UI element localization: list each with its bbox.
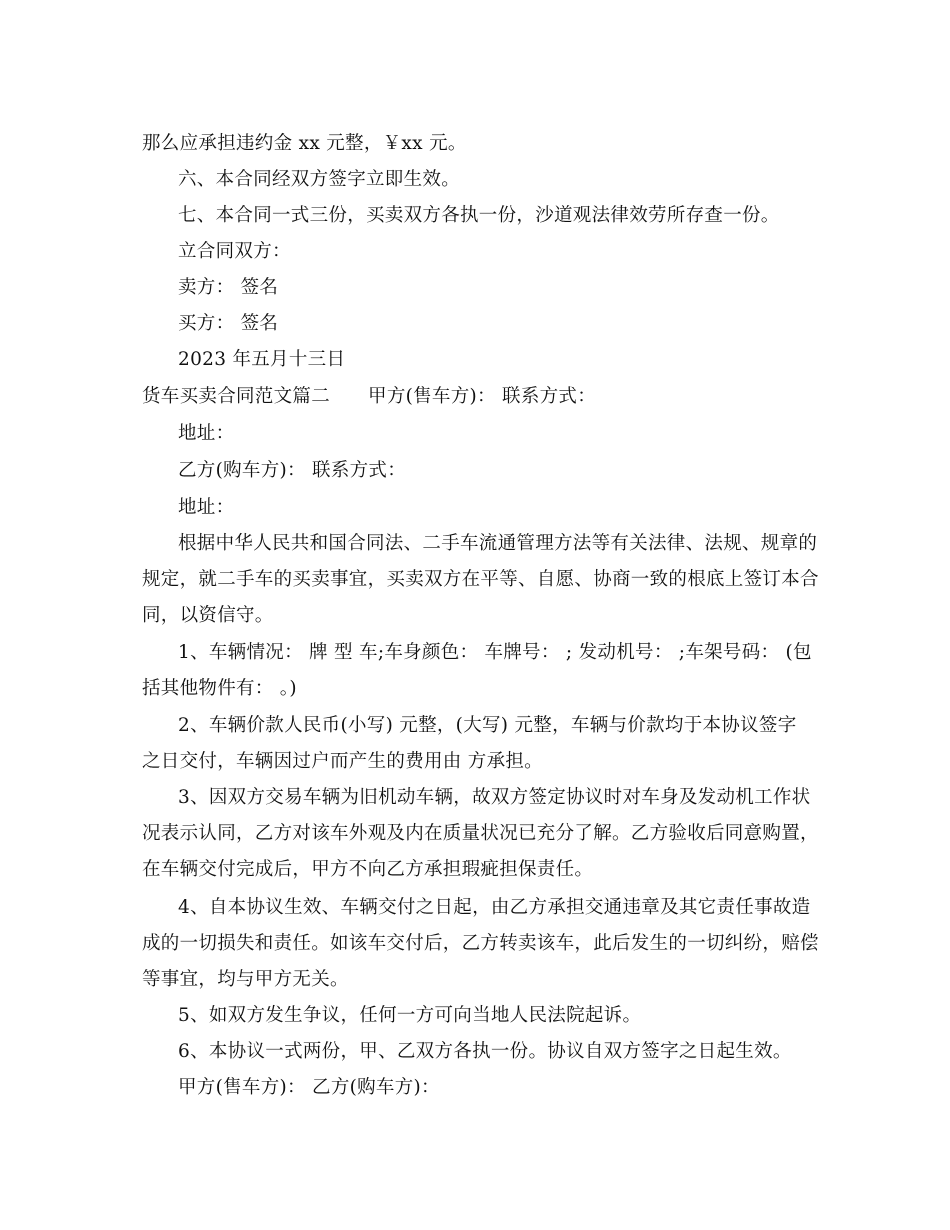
clause-two: 2、车辆价款人民币(小写) 元整，(大写) 元整，车辆与价款均于本协议签字	[178, 715, 797, 736]
paragraph-line: 括其他物件有： 。)	[142, 678, 297, 699]
paragraph-line: 在车辆交付完成后，甲方不向乙方承担瑕疵担保责任。	[142, 859, 594, 880]
section-title: 货车买卖合同范文篇二	[142, 386, 331, 407]
section-heading-line	[142, 385, 822, 409]
paragraph-line: 成的一切损失和责任。如该车交付后，乙方转卖该车，此后发生的一切纠纷，赔偿	[142, 933, 819, 954]
contract-date: 2023 年五月十三日	[178, 349, 346, 370]
party-b-address-label: 地址：	[178, 497, 235, 518]
paragraph-line: 同，以资信守。	[142, 605, 274, 626]
paragraph-line: 规定，就二手车的买卖事宜，买卖双方在平等、自愿、协商一致的根底上签订本合	[142, 569, 819, 590]
clause-three: 3、因双方交易车辆为旧机动车辆，故双方签定协议时对车身及发动机工作状	[178, 787, 811, 808]
signature-block: 甲方(售车方)： 乙方(购车方)：	[178, 1077, 440, 1098]
buyer-signature-line: 买方： 签名	[178, 313, 279, 334]
clause-four: 4、自本协议生效、车辆交付之日起，由乙方承担交通违章及其它责任事故造	[178, 897, 811, 918]
seller-signature-line: 卖方： 签名	[178, 277, 279, 298]
parties-heading: 立合同双方：	[178, 241, 291, 262]
paragraph-line: 况表示认同，乙方对该车外观及内在质量状况已充分了解。乙方验收后同意购置，	[142, 823, 819, 844]
party-a-contact-label: 甲方(售车方)： 联系方式：	[368, 386, 597, 407]
clause-seven: 七、本合同一式三份，买卖双方各执一份，沙道观法律效劳所存查一份。	[178, 205, 780, 226]
paragraph-line: 那么应承担违约金 xx 元整，￥xx 元。	[142, 133, 467, 154]
clause-one: 1、车辆情况： 牌 型 车;车身颜色： 车牌号： ; 发动机号： ;车架号码： (包	[178, 642, 812, 663]
party-a-address-label: 地址：	[178, 423, 235, 444]
clause-five: 5、如双方发生争议，任何一方可向当地人民法院起诉。	[178, 1005, 642, 1026]
paragraph-line: 根据中华人民共和国合同法、二手车流通管理方法等有关法律、法规、规章的	[178, 533, 818, 554]
paragraph-line: 之日交付，车辆因过户而产生的费用由 方承担。	[142, 751, 543, 772]
party-b-contact-label: 乙方(购车方)： 联系方式：	[178, 460, 407, 481]
clause-six: 六、本合同经双方签字立即生效。	[178, 169, 461, 190]
clause-six-agreement: 6、本协议一式两份，甲、乙双方各执一份。协议自双方签字之日起生效。	[178, 1041, 792, 1062]
paragraph-line: 等事宜，均与甲方无关。	[142, 969, 349, 990]
